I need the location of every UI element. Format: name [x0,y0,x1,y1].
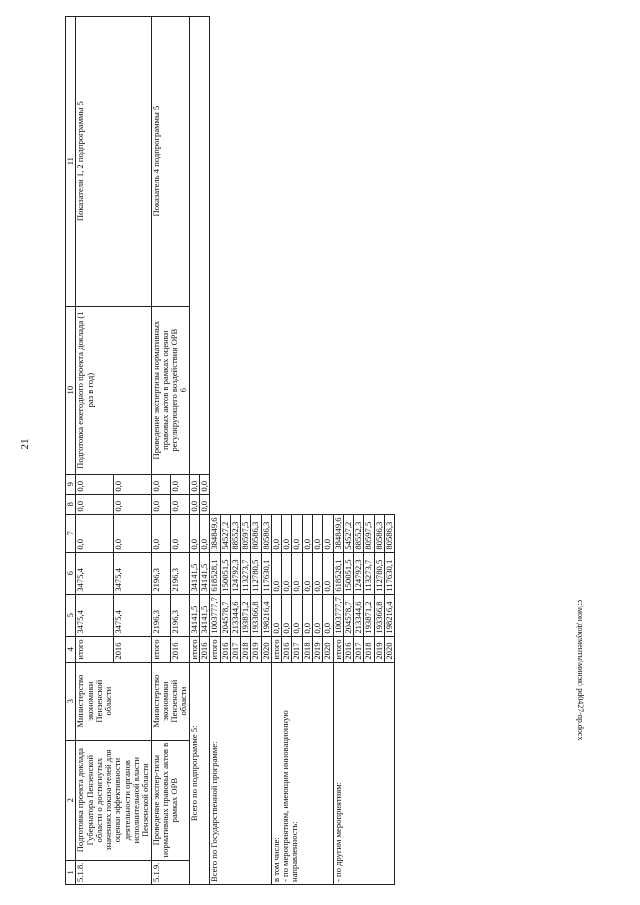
year-cell: 2016 [220,636,230,662]
value-cell-c8: 0,0 [151,494,170,514]
value-cell-c5: 204578,7 [343,594,353,636]
value-cell-c7: 88552,3 [354,514,364,552]
activity-executor: Министерство экономики Пензенской области [76,662,151,740]
value-cell-c6: 0,0 [282,552,292,594]
section-row-total [210,16,220,884]
value-cell-c7: 88552,3 [230,514,240,552]
value-cell-c7: 384849,6 [333,514,343,552]
value-cell-c5: 0,0 [313,594,323,636]
activity-result: Проведение экспертизы нормативных правовых актов в рамках оценки регулирующего воздействия ОРВ 6 [151,306,189,474]
value-cell-c7: 54527,2 [343,514,353,552]
section-row-other [333,16,343,884]
year-cell: 2020 [261,636,271,662]
column-header-11: 11 [66,16,76,306]
year-cell: итого [271,636,281,662]
header-row [66,16,76,884]
year-cell: 2018 [364,636,374,662]
value-cell-c8: 0,0 [113,494,151,514]
year-cell: 2016 [199,636,209,662]
column-header-10: 10 [66,306,76,474]
activity-executor: Министерство экономики Пензенской области [151,662,189,740]
section-label-innov [271,662,333,884]
empty-cell [189,16,210,474]
value-cell-c7: 54527,2 [220,514,230,552]
blank-area [271,16,333,514]
value-cell-c5: 1003777,7 [333,594,343,636]
year-cell: итого [333,636,343,662]
value-cell-c7: 80597,5 [241,514,251,552]
value-cell-c5: 198216,4 [385,594,395,636]
activity-name: Подготовка проекта доклада Губернатора Пензенской области о достигнутых значениях показа-телей для оценки эффективности деятельности органов исполнительной власти Пензенской области [76,740,151,860]
value-cell-c6: 112780,5 [374,552,384,594]
value-cell-c6: 124792,3 [230,552,240,594]
value-cell-c5: 1003777,7 [210,594,220,636]
year-cell: 2017 [292,636,302,662]
year-cell: 2019 [251,636,261,662]
value-cell-c8: 0,0 [76,494,114,514]
value-cell-c5: 0,0 [292,594,302,636]
value-cell-c8: 0,0 [170,494,189,514]
value-cell-c5: 2196,3 [170,594,189,636]
value-cell-c6: 150051,5 [343,552,353,594]
value-cell-c7: 0,0 [323,514,333,552]
blank-area [333,16,395,514]
program-table [65,16,395,885]
year-cell: итого [189,636,199,662]
column-header-5: 5 [66,594,76,636]
value-cell-c8: 0,0 [199,494,209,514]
result-value: 6 [178,388,189,393]
value-cell-c7: 0,0 [302,514,312,552]
value-cell-c9: 0,0 [113,474,151,494]
value-cell-c7: 0,0 [199,514,209,552]
subtotal-row [189,16,199,884]
value-cell-c6: 3475,4 [113,552,151,594]
value-cell-c8: 0,0 [189,494,199,514]
value-cell-c5: 0,0 [271,594,281,636]
value-cell-c6: 0,0 [271,552,281,594]
value-cell-c5: 193366,8 [374,594,384,636]
value-cell-c7: 0,0 [282,514,292,552]
year-cell: итого [151,636,170,662]
column-header-7: 7 [66,514,76,552]
year-cell: 2020 [385,636,395,662]
value-cell-c6: 2196,3 [170,552,189,594]
activity-number: 5.1.9. [151,860,189,884]
value-cell-c6: 3475,4 [76,552,114,594]
value-cell-c7: 0,0 [292,514,302,552]
section-label-other [333,662,395,884]
value-cell-c6: 618528,1 [333,552,343,594]
value-cell-c7: 80586,3 [385,514,395,552]
landscape-page [65,15,540,885]
value-cell-c5: 198216,4 [261,594,271,636]
value-cell-c5: 34141,5 [199,594,209,636]
year-cell: 2017 [354,636,364,662]
year-cell: 2016 [343,636,353,662]
section-label-text: - по другим мероприятиям: [332,781,343,882]
year-cell: 2016 [113,636,151,662]
value-cell-c7: 80586,3 [251,514,261,552]
value-cell-c5: 213344,6 [354,594,364,636]
including-label: в том числе: [270,837,281,882]
value-cell-c5: 0,0 [282,594,292,636]
value-cell-c7: 0,0 [113,514,151,552]
value-cell-c6: 113273,7 [241,552,251,594]
year-cell: 2018 [241,636,251,662]
year-cell: 2016 [170,636,189,662]
year-cell: 2017 [230,636,240,662]
column-header-8: 8 [66,494,76,514]
year-cell: 2018 [302,636,312,662]
value-cell-c6: 0,0 [323,552,333,594]
activity-indicator: Показатели 1, 2 подпрограммы 5 [76,16,151,306]
value-cell-c7: 80597,5 [364,514,374,552]
value-cell-c6: 124792,3 [354,552,364,594]
value-cell-c5: 34141,5 [189,594,199,636]
section-label-total [210,662,272,884]
value-cell-c9: 0,0 [76,474,114,494]
value-cell-c7: 0,0 [313,514,323,552]
column-header-4: 4 [66,636,76,662]
value-cell-c6: 2196,3 [151,552,170,594]
year-cell: итого [210,636,220,662]
year-cell: 2020 [323,636,333,662]
value-cell-c7: 0,0 [170,514,189,552]
activity-number: 5.1.8. [76,860,151,884]
activity-name: Проведение экспер-тизы нормативных правовых актов в рамках ОРВ [151,740,189,860]
value-cell-c6: 0,0 [313,552,323,594]
section-label-text: - по мероприятиям, имеющим инновационную направленность: [280,710,300,882]
value-cell-c5: 0,0 [323,594,333,636]
value-cell-c7: 80586,3 [374,514,384,552]
value-cell-c6: 0,0 [292,552,302,594]
value-cell-c6: 117630,1 [385,552,395,594]
section-row-innov [271,16,281,884]
value-cell-c6: 150051,5 [220,552,230,594]
column-header-9: 9 [66,474,76,494]
value-cell-c5: 193366,8 [251,594,261,636]
column-header-1: 1 [66,860,76,884]
value-cell-c5: 193871,2 [364,594,374,636]
activity-result: Подготовка ежегодного проекта доклада (1 раз в год) [76,306,151,474]
value-cell-c9: 0,0 [189,474,199,494]
column-header-3: 3 [66,662,76,740]
subtotal-label: Всего по подпрограмме 5: [189,662,210,884]
value-cell-c7: 0,0 [151,514,170,552]
value-cell-c7: 0,0 [271,514,281,552]
value-cell-c5: 3475,4 [113,594,151,636]
value-cell-c6: 0,0 [302,552,312,594]
section-label-text: Всего по Государственной программе: [209,741,220,882]
value-cell-c6: 34141,5 [199,552,209,594]
value-cell-c5: 2196,3 [151,594,170,636]
value-cell-c6: 618528,1 [210,552,220,594]
activity-indicator: Показатель 4 подпрограммы 5 [151,16,189,306]
value-cell-c7: 0,0 [76,514,114,552]
value-cell-c9: 0,0 [170,474,189,494]
year-cell: итого [76,636,114,662]
activity-row-519 [151,16,170,884]
activity-row-518 [76,16,114,884]
value-cell-c9: 0,0 [151,474,170,494]
year-cell: 2019 [374,636,384,662]
value-cell-c7: 80586,3 [261,514,271,552]
value-cell-c7: 0,0 [189,514,199,552]
page-number: 21 [19,438,31,450]
value-cell-c5: 193871,2 [241,594,251,636]
value-cell-c6: 117630,1 [261,552,271,594]
value-cell-c5: 3475,4 [76,594,114,636]
footer-file-path: c:\мои документы\минэк\ pd0427-np.docx [576,600,585,741]
value-cell-c6: 34141,5 [189,552,199,594]
value-cell-c5: 213344,6 [230,594,240,636]
rotated-content [65,15,540,885]
blank-area [210,16,272,514]
value-cell-c7: 384849,6 [210,514,220,552]
value-cell-c5: 204578,7 [220,594,230,636]
column-header-6: 6 [66,552,76,594]
value-cell-c5: 0,0 [302,594,312,636]
value-cell-c6: 113273,7 [364,552,374,594]
column-header-2: 2 [66,740,76,860]
year-cell: 2016 [282,636,292,662]
value-cell-c9: 0,0 [199,474,209,494]
value-cell-c6: 112780,5 [251,552,261,594]
year-cell: 2019 [313,636,323,662]
